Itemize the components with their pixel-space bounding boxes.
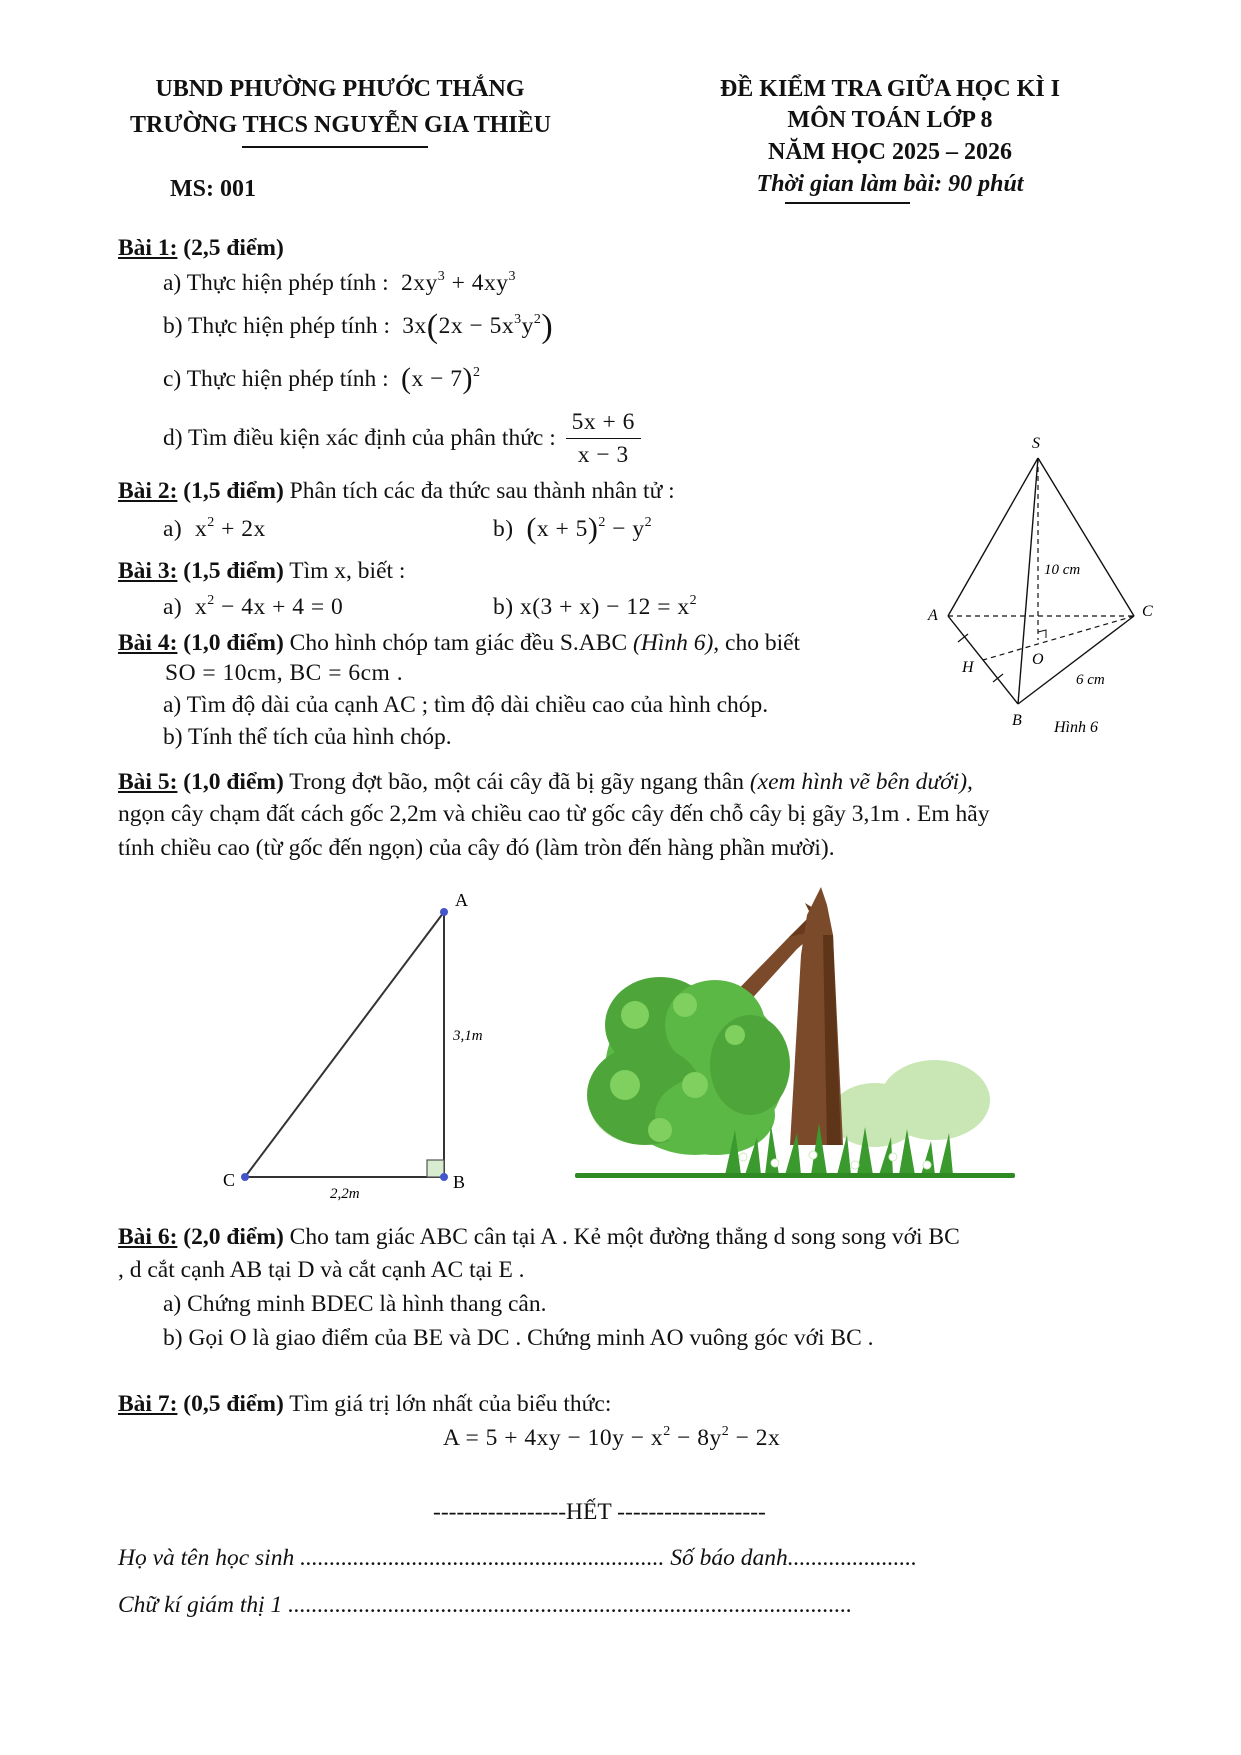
- bai5-text1b: (xem hình vẽ bên dưới),: [749, 769, 973, 795]
- student-info-line: Họ và tên học sinh .............................................................. Số báo danh......................: [118, 1545, 917, 1571]
- exam-code: MS: 001: [170, 176, 256, 202]
- exam-subject: MÔN TOÁN LỚP 8: [787, 107, 993, 133]
- bai3-b-text: b) x(3 + x) − 12 = x: [493, 594, 690, 620]
- bai6-text1: Cho tam giác ABC cân tại A . Kẻ một đường thẳng d song song với BC: [289, 1224, 960, 1250]
- exam-title: ĐỀ KIỂM TRA GIỮA HỌC KÌ I: [719, 76, 1061, 102]
- label-A: A: [455, 890, 468, 910]
- broken-tree-illustration: [575, 875, 1015, 1195]
- end-marker: -----------------HẾT -------------------: [433, 1499, 766, 1525]
- bai5-line1: [118, 767, 973, 797]
- label-B: B: [453, 1172, 466, 1192]
- right-angle-mark: [1038, 630, 1046, 638]
- bai7-text: Tìm giá trị lớn nhất của biểu thức:: [289, 1391, 612, 1417]
- point-C: [241, 1173, 249, 1181]
- bai4-text1: Cho hình chóp tam giác đều S.ABC: [289, 630, 628, 656]
- label-side: 6 cm: [1076, 672, 1105, 688]
- bai3-a: a) $x^2 - 4x + 4 = 0$: [163, 593, 344, 620]
- exam-time: Thời gian làm bài: 90 phút: [756, 171, 1024, 197]
- side-CA: [245, 912, 444, 1177]
- bai1-heading: [118, 233, 284, 263]
- bai2-text: Phân tích các đa thức sau thành nhân tử :: [289, 478, 675, 504]
- school-name: [130, 112, 550, 139]
- bai4-text2: cho biết: [725, 630, 801, 656]
- bai5-points: (1,0 điểm): [183, 769, 284, 795]
- bai4-b: b) Tính thể tích của hình chóp.: [163, 724, 452, 750]
- fraction-numerator: 5x + 6: [566, 406, 641, 439]
- bai6-line2: , d cắt cạnh AB tại D và cắt cạnh AC tại E .: [118, 1257, 525, 1283]
- bai7-title: Bài 7:: [118, 1391, 178, 1417]
- pyramid-figure: [920, 420, 1170, 740]
- bai4-a: a) Tìm độ dài của cạnh AC ; tìm độ dài chiều cao của hình chóp.: [163, 692, 769, 718]
- bai1-b-expr: $3x(2x - 5x^3y^2)$: [395, 308, 554, 345]
- bai3-title: Bài 3:: [118, 558, 178, 584]
- bai1-d-fraction: [566, 406, 641, 471]
- label-A: A: [928, 607, 938, 624]
- bai2-heading: [118, 476, 675, 506]
- bai1-c: [163, 364, 480, 394]
- exam-time-underline: [785, 202, 910, 204]
- bai4-figure-ref: (Hình 6),: [633, 630, 720, 656]
- bai6-b: b) Gọi O là giao điểm của BE và DC . Chứng minh AO vuông góc với BC .: [163, 1325, 874, 1351]
- bai1-points: (2,5 điểm): [183, 235, 284, 261]
- median-CH: [983, 616, 1134, 660]
- fraction-denominator: x − 3: [577, 442, 629, 468]
- bai1-c-expr: $(x - 7)^2$: [400, 362, 481, 395]
- bai1-title: Bài 1:: [118, 235, 178, 261]
- bai2-points: (1,5 điểm): [183, 478, 284, 504]
- label-vertical: 3,1m: [453, 1028, 483, 1044]
- bai5-line2: ngọn cây chạm đất cách gốc 2,2m và chiều cao từ gốc cây đến chỗ cây bị gãy 3,1m . Em hãy: [118, 801, 990, 827]
- bai4-given: SO = 10cm, BC = 6cm .: [165, 660, 404, 686]
- bai1-c-label: c) Thực hiện phép tính :: [163, 366, 389, 392]
- bai5-line3: tính chiều cao (từ gốc đến ngọn) của cây đó (làm tròn đến hàng phần mười).: [118, 835, 835, 861]
- bai7-expression: $A = 5 + 4xy - 10y - x^2 - 8y^2 - 2x$: [443, 1424, 781, 1451]
- label-B: B: [1012, 712, 1022, 729]
- bai7-heading: [118, 1389, 611, 1419]
- bai2-a: a) $x^2 + 2x$: [163, 515, 266, 542]
- proctor-signature-line: Chữ kí giám thị 1 ................................................................................................: [118, 1592, 853, 1618]
- label-base: 2,2m: [330, 1186, 360, 1202]
- label-H: H: [962, 659, 974, 676]
- bai3-points: (1,5 điểm): [183, 558, 284, 584]
- bai1-d-label: d) Tìm điều kiện xác định của phân thức :: [163, 425, 556, 451]
- edge-SA: [948, 458, 1038, 616]
- label-O: O: [1032, 651, 1044, 668]
- bai2-b: b) $(x + 5)^2 - y^2$: [493, 512, 653, 545]
- bai1-d: [163, 406, 641, 471]
- bai6-a: a) Chứng minh BDEC là hình thang cân.: [163, 1291, 547, 1317]
- bai3-b: b) $x(3 + x) - 12 = x^2$: [493, 593, 698, 620]
- bai1-a-expr: $2xy^3 + 4xy^3$: [394, 269, 516, 296]
- point-A: [440, 908, 448, 916]
- bai5-text1a: Trong đợt bão, một cái cây đã bị gãy ngang thân: [289, 769, 744, 795]
- school-name-text: TRƯỜNG THCS NGUYỄN GIA THIỀU: [130, 112, 551, 138]
- bai1-b: [163, 308, 554, 345]
- bai6-title: Bài 6:: [118, 1224, 178, 1250]
- bai4-heading: [118, 628, 800, 658]
- bai4-title: Bài 4:: [118, 630, 178, 656]
- bai7-points: (0,5 điểm): [183, 1391, 284, 1417]
- bai1-a-label: a) Thực hiện phép tính :: [163, 270, 389, 296]
- figure-caption: Hình 6: [1054, 719, 1098, 736]
- bai3-heading: [118, 556, 405, 586]
- label-S: S: [1032, 435, 1040, 452]
- label-C: C: [1142, 603, 1153, 620]
- edge-SC: [1038, 458, 1134, 616]
- bai6-line1: [118, 1222, 960, 1252]
- school-district: UBND PHƯỜNG PHƯỚC THẮNG: [155, 76, 525, 102]
- bai1-b-label: b) Thực hiện phép tính :: [163, 313, 391, 339]
- right-triangle-figure: [215, 880, 505, 1210]
- exam-year: NĂM HỌC 2025 – 2026: [768, 139, 1012, 165]
- bai6-points: (2,0 điểm): [183, 1224, 284, 1250]
- bai3-text: Tìm x, biết :: [289, 558, 406, 584]
- bai4-points: (1,0 điểm): [183, 630, 284, 656]
- school-name-underline: [242, 146, 428, 148]
- label-C: C: [223, 1170, 236, 1190]
- bai2-title: Bài 2:: [118, 478, 178, 504]
- point-B: [440, 1173, 448, 1181]
- bai1-a: [163, 268, 516, 298]
- bai5-title: Bài 5:: [118, 769, 178, 795]
- label-height: 10 cm: [1044, 562, 1081, 578]
- ground-line: [575, 1173, 1015, 1178]
